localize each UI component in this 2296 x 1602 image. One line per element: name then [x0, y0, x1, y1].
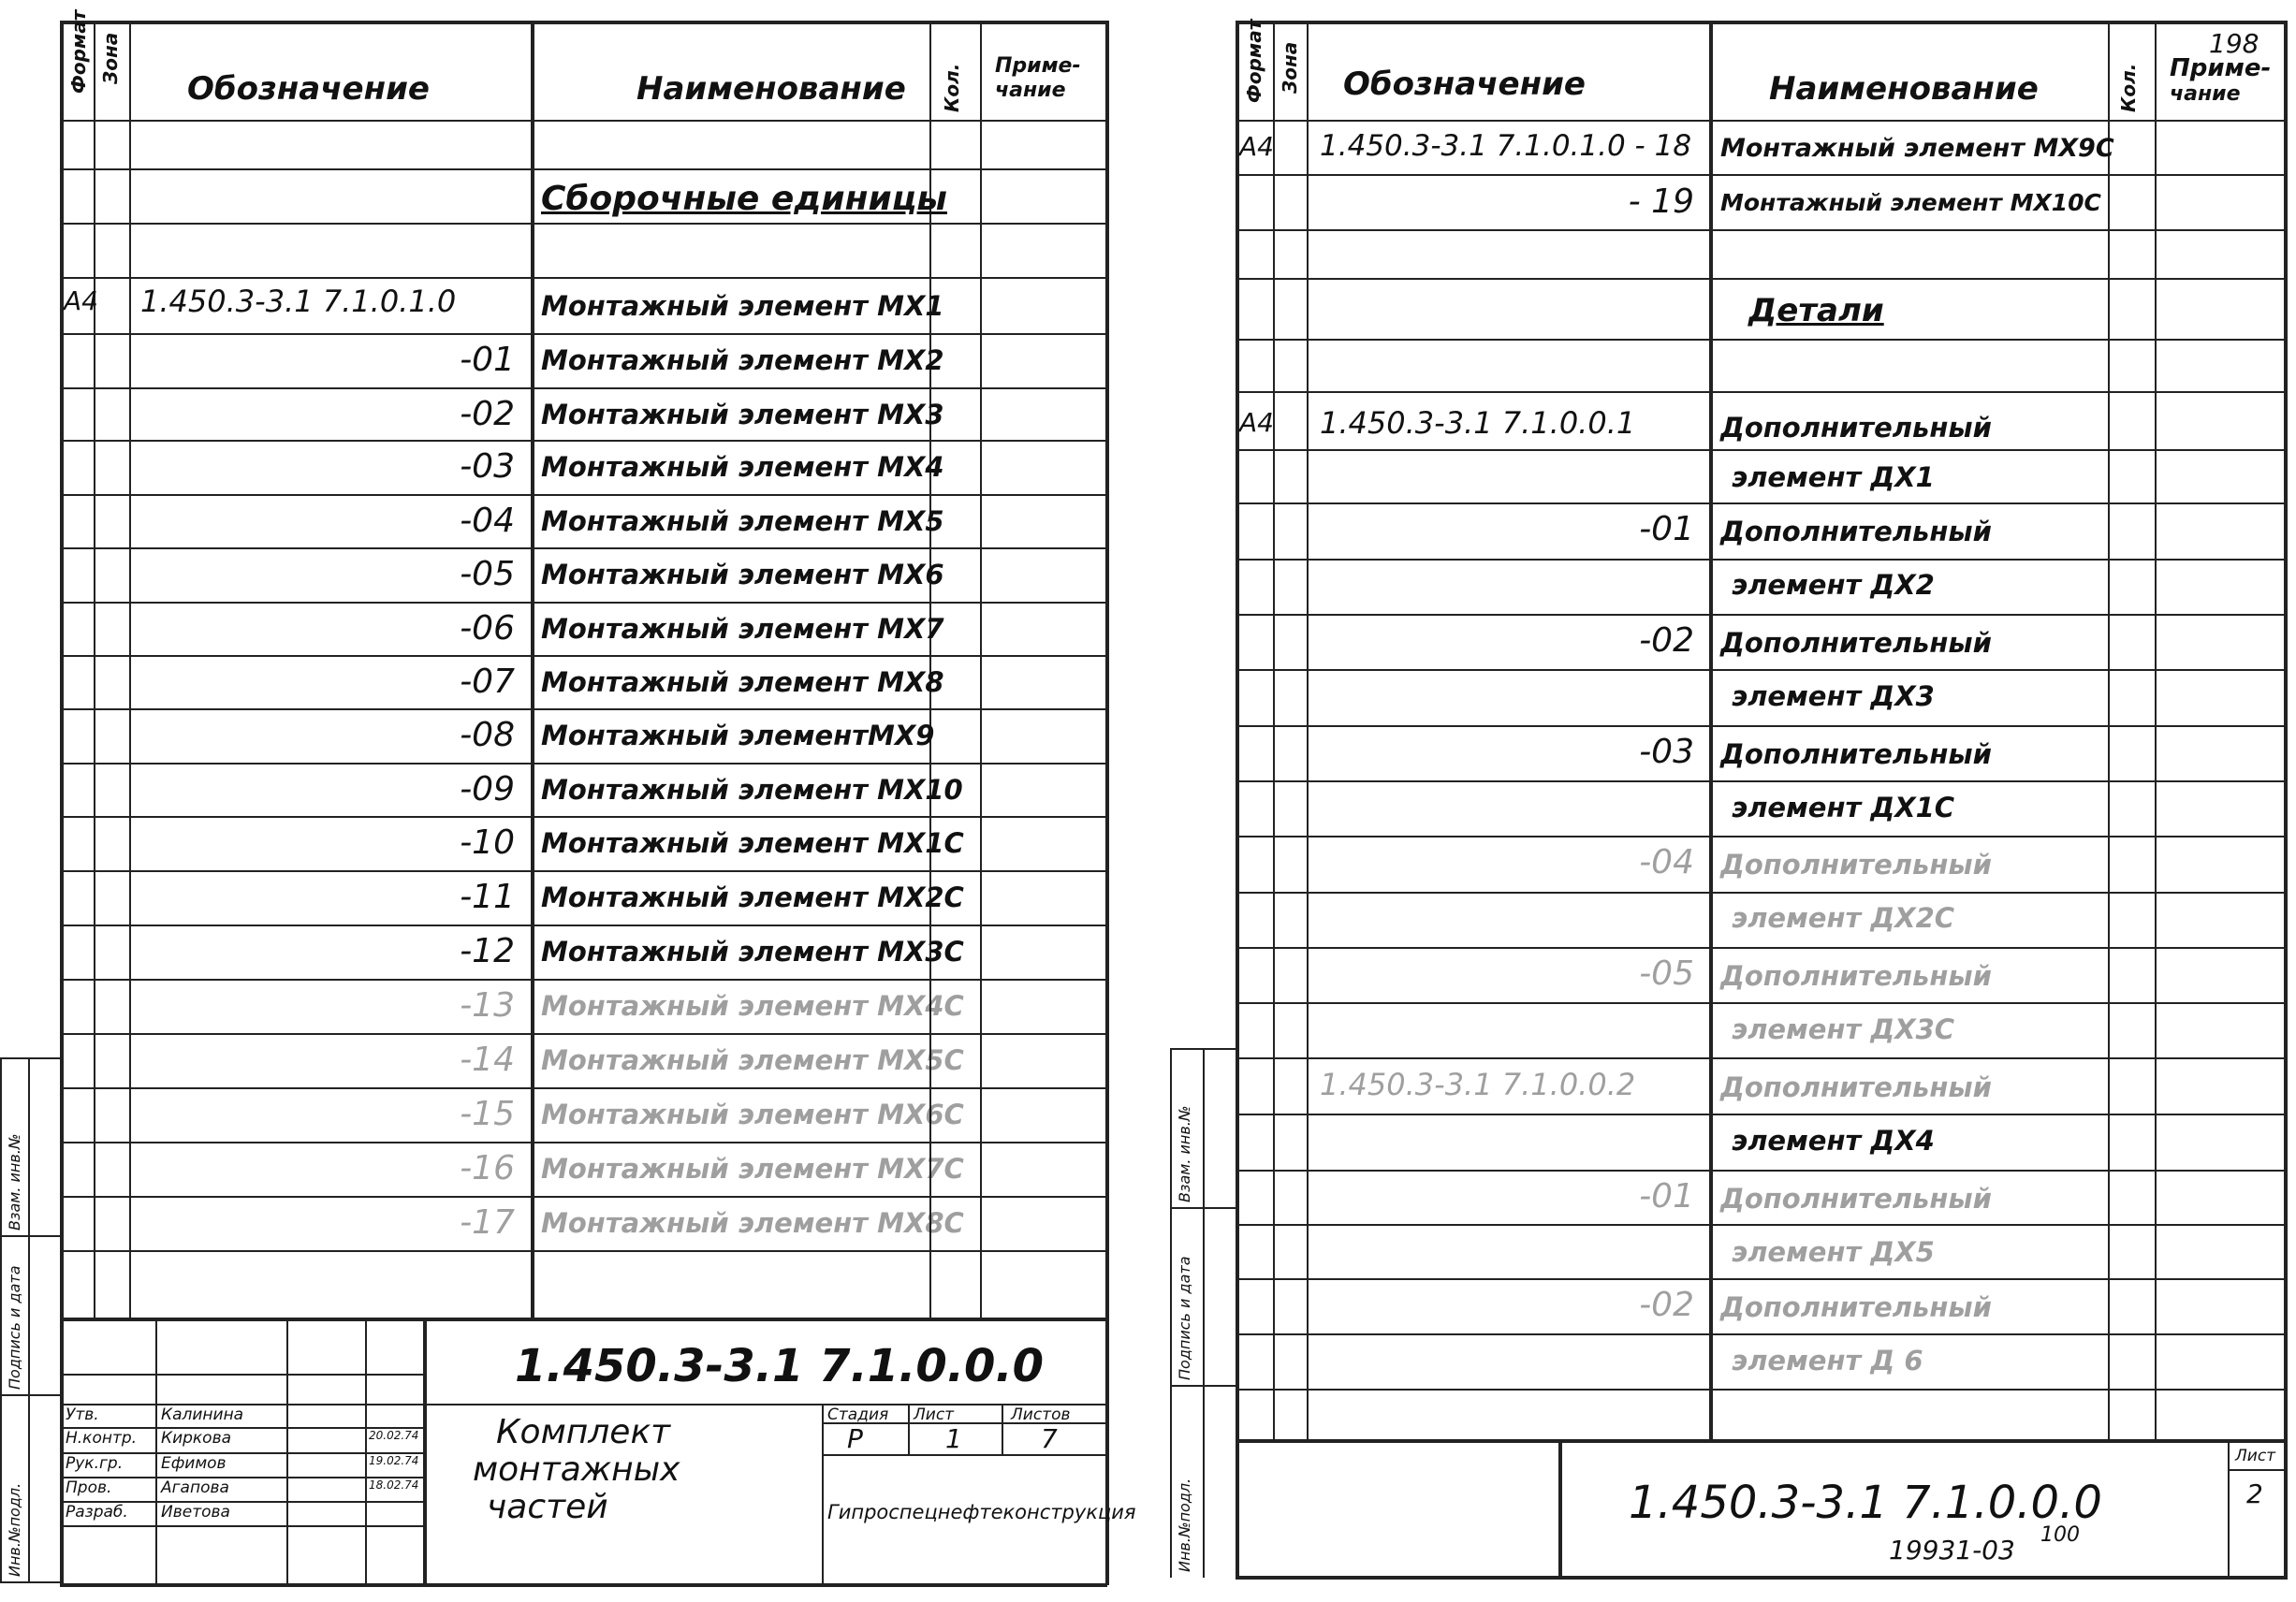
name-header: Наименование	[636, 70, 906, 108]
name-cell: Монтажный элемент МХ1С	[541, 827, 964, 859]
name-cell: элемент ДХ2С	[1732, 902, 1955, 934]
name-cell: элемент ДХ2	[1732, 569, 1935, 601]
suffix-cell: - 19	[1628, 182, 1694, 221]
suffix-cell: -01	[460, 341, 515, 379]
suffix-cell: -12	[460, 932, 515, 970]
format-cell: А4	[1239, 407, 1274, 438]
format-cell: А4	[1239, 131, 1274, 162]
signature-name: Киркова	[161, 1429, 232, 1448]
name-cell: Монтажный элемент МХ10С	[1720, 189, 2101, 216]
suffix-cell: -02	[1639, 1286, 1694, 1324]
suffix-cell: -05	[1639, 954, 1694, 993]
bottom-stamp: 19931-03	[1889, 1535, 2015, 1566]
corner-sheet-number: 198	[2209, 28, 2259, 59]
suffix-cell: -09	[460, 770, 515, 808]
side-stamp-replace: Взам. инв.№	[6, 1133, 23, 1231]
qty-header: Кол.	[2117, 63, 2140, 112]
name-cell: Дополнительный	[1720, 412, 1992, 444]
footer-sheet-value: 2	[2246, 1478, 2263, 1509]
section-title-parts: Детали	[1748, 292, 1884, 329]
name-cell: Монтажный элемент МХ6	[541, 559, 944, 590]
side-stamp-sign: Подпись и дата	[6, 1265, 23, 1390]
name-cell: Монтажный элемент МХ4	[541, 451, 944, 483]
name-cell: Дополнительный	[1720, 1183, 1992, 1215]
name-cell: Монтажный элемент МХ5	[541, 505, 944, 537]
note-header-1: Приме-	[995, 54, 1081, 78]
signature-role: Пров.	[66, 1478, 112, 1497]
name-cell: Дополнительный	[1720, 627, 1992, 659]
designation-cell: 1.450.3-3.1 7.1.0.1.0	[140, 284, 457, 319]
signature-date: 19.02.74	[369, 1454, 419, 1467]
suffix-cell: -02	[460, 395, 515, 433]
name-cell: Монтажный элемент МХ7С	[541, 1153, 964, 1185]
suffix-cell: -06	[460, 609, 515, 648]
signature-role: Утв.	[66, 1405, 99, 1424]
signature-date: 18.02.74	[369, 1478, 419, 1492]
name-cell: элемент ДХ3	[1732, 680, 1935, 712]
suffix-cell: -11	[460, 878, 515, 916]
format-header: Формат	[1243, 19, 1265, 103]
bottom-number: 100	[2040, 1523, 2080, 1547]
signature-date: 20.02.74	[369, 1429, 419, 1442]
suffix-cell: -04	[1639, 843, 1694, 881]
name-cell: Монтажный элемент МХ10	[541, 774, 963, 806]
side-stamp-inv: Инв.№подл.	[6, 1482, 23, 1577]
signature-name: Иветова	[161, 1503, 230, 1522]
stage-label: Стадия	[827, 1405, 889, 1424]
note-header-2: чание	[995, 79, 1066, 102]
suffix-cell: -04	[460, 502, 515, 540]
suffix-cell: -15	[460, 1095, 515, 1133]
name-header: Наименование	[1769, 70, 2039, 108]
suffix-cell: -07	[460, 663, 515, 701]
qty-header: Кол.	[941, 63, 963, 112]
signature-name: Калинина	[161, 1405, 244, 1424]
section-title-assemblies: Сборочные единицы	[541, 180, 947, 218]
sheet-value: 1	[945, 1423, 962, 1454]
note-header-1: Приме-	[2170, 54, 2272, 82]
name-cell: Монтажный элемент МХ2	[541, 344, 944, 376]
name-cell: элемент ДХ3С	[1732, 1013, 1955, 1045]
name-cell: Монтажный элемент МХ8С	[541, 1207, 964, 1239]
sheets-value: 7	[1041, 1423, 1058, 1454]
note-header-2: чание	[2170, 82, 2241, 106]
name-cell: Монтажный элемент МХ3С	[541, 936, 964, 968]
doc-title-line1: Комплект	[496, 1413, 671, 1451]
doc-title-line2: монтажных	[473, 1450, 680, 1489]
name-cell: элемент ДХ5	[1732, 1236, 1935, 1268]
name-cell: Дополнительный	[1720, 1291, 1992, 1323]
suffix-cell: -10	[460, 823, 515, 862]
name-cell: Монтажный элемент МХ1	[541, 290, 944, 322]
name-cell: элемент Д 6	[1732, 1345, 1923, 1376]
name-cell: Монтажный элемент МХ6С	[541, 1099, 964, 1130]
signature-role: Разраб.	[66, 1503, 128, 1522]
designation-cell: 1.450.3-3.1 7.1.0.0.2	[1320, 1067, 1636, 1102]
organization: Гипроспецнефтеконструкция	[827, 1501, 1136, 1523]
name-cell: Монтажный элемент МХ5С	[541, 1044, 964, 1076]
name-cell: элемент ДХ4	[1732, 1125, 1935, 1157]
name-cell: Монтажный элемент МХ4С	[541, 990, 964, 1022]
name-cell: Дополнительный	[1720, 516, 1992, 547]
suffix-cell: -16	[460, 1149, 515, 1187]
name-cell: элемент ДХ1С	[1732, 792, 1955, 823]
name-cell: Дополнительный	[1720, 738, 1992, 770]
suffix-cell: -01	[1639, 1177, 1694, 1216]
sheets-label: Листов	[1011, 1405, 1071, 1424]
name-cell: Дополнительный	[1720, 960, 1992, 992]
suffix-cell: -08	[460, 716, 515, 754]
side-stamp-sign: Подпись и дата	[1176, 1256, 1193, 1380]
name-cell: Дополнительный	[1720, 849, 1992, 881]
name-cell: Монтажный элементМХ9	[541, 720, 935, 751]
name-cell: Монтажный элемент МХ3	[541, 399, 944, 430]
signature-name: Ефимов	[161, 1454, 227, 1473]
zone-header: Зона	[1279, 41, 1301, 94]
suffix-cell: -03	[1639, 733, 1694, 771]
suffix-cell: -02	[1639, 621, 1694, 660]
name-cell: Дополнительный	[1720, 1071, 1992, 1103]
suffix-cell: -13	[460, 986, 515, 1025]
name-cell: Монтажный элемент МХ9С	[1720, 134, 2114, 163]
doc-title-line3: частей	[487, 1488, 608, 1526]
name-cell: Монтажный элемент МХ2С	[541, 881, 964, 913]
name-cell: элемент ДХ1	[1732, 461, 1935, 493]
designation-header: Обозначение	[187, 70, 430, 108]
format-cell: А4	[64, 285, 98, 316]
zone-header: Зона	[99, 32, 122, 84]
signature-name: Агапова	[161, 1478, 229, 1497]
format-header: Формат	[67, 9, 90, 94]
title-block-doc-number: 1.450.3-3.1 7.1.0.0.0	[515, 1340, 1045, 1392]
suffix-cell: -01	[1639, 510, 1694, 548]
side-stamp-inv: Инв.№подл.	[1176, 1478, 1193, 1572]
side-stamp-replace: Взам. инв.№	[1176, 1105, 1193, 1202]
footer-sheet-label: Лист	[2235, 1447, 2276, 1465]
designation-header: Обозначение	[1343, 66, 1586, 103]
sheet-label: Лист	[914, 1405, 955, 1424]
suffix-cell: -14	[460, 1041, 515, 1079]
footer-doc-number: 1.450.3-3.1 7.1.0.0.0	[1629, 1477, 2102, 1529]
signature-role: Рук.гр.	[66, 1454, 124, 1473]
name-cell: Монтажный элемент МХ8	[541, 666, 944, 698]
suffix-cell: -17	[460, 1203, 515, 1242]
designation-cell: 1.450.3-3.1 7.1.0.0.1	[1320, 405, 1636, 441]
name-cell: Монтажный элемент МХ7	[541, 613, 944, 645]
suffix-cell: -05	[460, 555, 515, 593]
suffix-cell: -03	[460, 447, 515, 486]
designation-cell: 1.450.3-3.1 7.1.0.1.0 - 18	[1320, 129, 1692, 163]
signature-role: Н.контр.	[66, 1429, 138, 1448]
stage-value: Р	[847, 1423, 863, 1454]
